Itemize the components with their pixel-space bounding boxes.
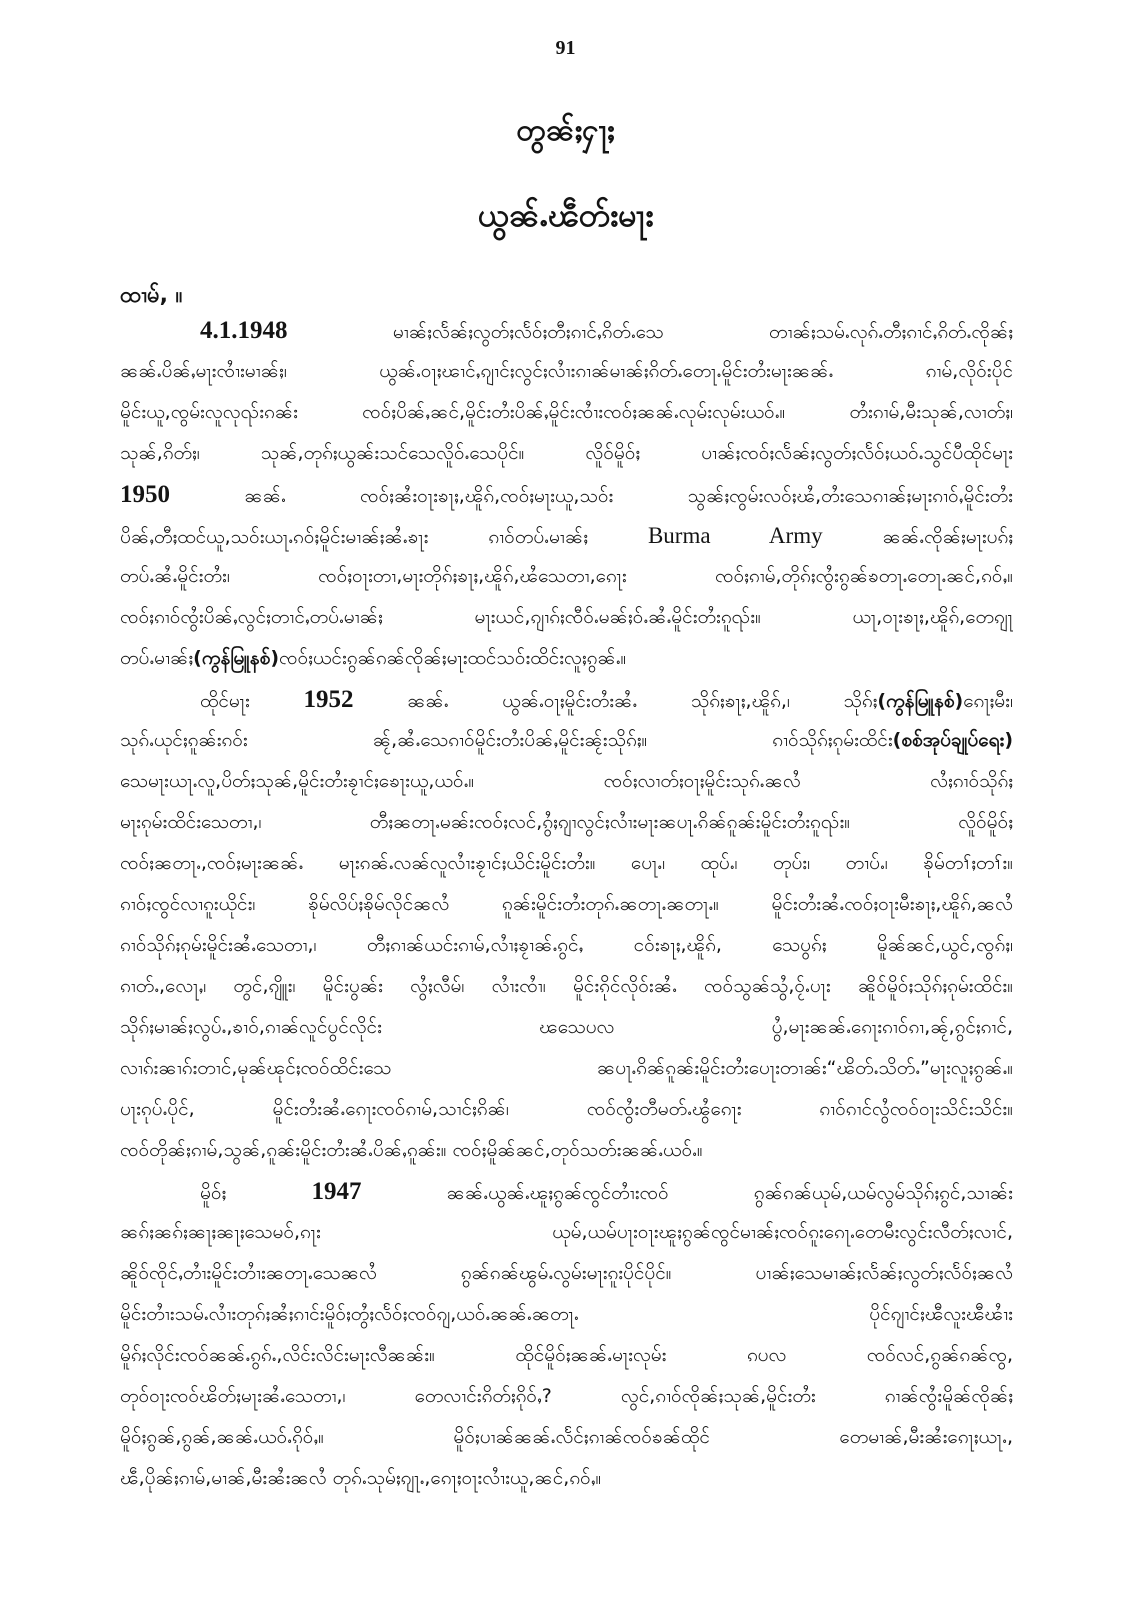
text-line	[120, 638, 1013, 679]
text-segment: ၵၢဝ်ႈၸွင်လၢၵူးယိုင်း၊ ၶိုမ်လိပ်ႈၶိုမ်လိုင်ၼလႆ ၵူၼ်းမိူင်းတႆးတုၵ်ႉၼတႃႉၼတႃႉ။ မိူင်းတႆးၼႆႉၸဝ်ႈဝႃးမီးၶႃႈ,ၽိူၵ်,ၼလႆ	[120, 893, 1013, 915]
page-number: 91	[555, 37, 576, 59]
text-line	[120, 802, 1013, 843]
text-line	[120, 1335, 1013, 1376]
text-segment: ၵေႃႈမီး၊	[963, 690, 1013, 712]
text-line	[120, 433, 1013, 474]
text-line	[120, 1458, 1013, 1499]
text-line	[120, 1089, 1013, 1130]
bold-term: (ကွန်မြူနစ်)	[877, 690, 964, 712]
text-segment: ပႃးၵုပ်ႉပိုင်, မိူင်းတႆးၼႆႉၵေႃးၸဝ်ၵၢမ်,သၢင်ႈၵိၼ်၊ ၸဝ်ၸွႆးတီမတ်ႉၽွႆၵေႃး ၵၢဝ်ၵၢင်လွႆၸဝ်ဝႃးသိင်းသိင်း။	[120, 1098, 1013, 1120]
text-segment: မႃးၵုမ်းထိင်းသေတၢ,၊ တီႈၼတႃႉမၼ်းၸဝ်ႈလင်,ၵွႆႈၵျၢလွင်ႈလၢႆးမႃးၼပႃႉၵိၼ်ၵူၼ်းမိူင်းတႆးၵူၺ်း။ လိူဝ်မိူဝ်ႈ	[120, 811, 1013, 833]
text-line	[120, 351, 1013, 392]
text-line	[120, 392, 1013, 433]
text-segment: ၸဝ်ႈယင်းၵွၼ်ၵၼ်ၸိုၼ်ႈမႃးထင်သဝ်းထိင်းလူႈၵွၼ်ႉ။	[279, 647, 627, 669]
text-line	[120, 1212, 1013, 1253]
text-line	[120, 1007, 1013, 1048]
text-line	[120, 1171, 1013, 1212]
text-line	[120, 1048, 1013, 1089]
text-segment: ၸဝ်ႈၼတႃႉ,ၸဝ်ႈမႃးၼၼ်ႉ မႃးၵၼ်ႉလၼ်လူလၢႆးၶႂၢင်ႈယိင်းမိူင်းတႆး။ ပေႃႉ၊ ထုပ်ႉ၊ တုပ်း၊ တၢပ်ႉ၊ ၶိုမ်တၢ်ႈတၢ်း။	[120, 852, 1013, 874]
text-segment: ၼၼ်ႉယွၼ်ႉၽူႈၵွၼ်ၸွင်တၢႆးၸဝ် ၵွၼ်ၵၼ်ယုမ်,ယမ်လွမ်သိုၵ်ႈၵွင်,သၢၼ်း	[361, 1182, 1013, 1204]
question-label: ထၢမ်, ။	[120, 283, 183, 308]
text-line	[120, 720, 1013, 761]
text-segment: ၼၼ်ႉ ယွၼ်ႉဝႃႈမိူင်းတႆးၼႆႉ သိုၵ်ႈၶႃႈ,ၽိူၵ်,၊ သိုၵ်ႈ	[353, 690, 878, 712]
text-line	[120, 679, 1013, 720]
text-line	[120, 310, 1013, 351]
text-segment: တုဝ်ဝႃးၸဝ်ၽိတ်ႈမႃးၼႆႉသေတၢ,၊ တေလၢင်းၵိတ်ႈၵိုဝ်ႇ? လွင်,ၵၢဝ်ၸိုၼ်ႈသုၼ်,မိူင်းတႆး ၵၢၼ်ၸွႆးမိူၼ်ၸိုၼ်ႈ	[120, 1385, 1013, 1407]
text-segment: မိူဝ်ႈၵွၼ်,ၵွၼ်,ၼၼ်ႉယဝ်ႉၵိုဝ်ႇ။ မိူဝ်ႈပၢၼ်ၼၼ်ႉလႅင်ႈၵၢၼ်ၸဝ်ၶၼ်ထိုင် တေမၢၼ်,မီးၼႆးၵေႃႈယႃႉ,	[120, 1426, 1013, 1448]
text-segment: ၵၢဝ်သိုၵ်ႈၵုမ်းမိူင်းၼႆႉသေတၢ,၊ တီႈၵၢၼ်ယင်းၵၢမ်,လၢႆႈၶႂၢၼ်ႉၵွင်ႇ ငဝ်းၶႃႈ,ၽိူၵ်, သေပွၵ်ႈ မိူၼ်ၼင်,ယွင်,ၸွၵ်ႈ၊	[120, 934, 1013, 956]
text-segment: သိုၵ်ႈမၢၼ်ႈလွပ်ႉ,ၶၢဝ်,ၵၢၼ်လူင်ပွင်လိုင်း ၽသေပလ ပွႆ,မႃးၼၼ်ႉၵေႃးၵၢဝ်ၵၢ,ၼႂ်,ၵွင်ႈၵၢင်,	[120, 1016, 1013, 1038]
text-line	[120, 925, 1013, 966]
text-segment: ထိုင်မႃး	[200, 690, 304, 712]
text-segment: ၼၵ်ႈၼၵ်ႈၼႃႈၼႃႈသေမဝ်,ၵႃး ယုမ်,ယမ်ပႃးဝႃးၽူႈၵွၼ်ၸွင်မၢၼ်ႈၸဝ်ၵူးၵေႃႉတေမီးလွင်းလီတ်ႈလၢင်,	[120, 1221, 1013, 1243]
text-line	[120, 1417, 1013, 1458]
text-segment: မၢၼ်ႈလႅၼ်ႈလွတ်ႈလႅဝ်ႈတီႈၵၢင်ႇၵိတ်ႉသေ တၢၼ်ႈသမ်ႉလုၵ်ႉတီႈၵၢင်ႇၵိတ်ႉၸိုၼ်ႈ	[287, 321, 1013, 343]
text-line	[120, 761, 1013, 802]
year-number: 1950	[120, 481, 170, 508]
text-segment: မိူင်းယူ,ၸွမ်းလူလုၺ်းၵၼ်း ၸဝ်ႈပိၼ်ႇၼင်,မိူင်းတႆးပိၼ်ႇမိူင်းၸၢႆးၸဝ်ႈၼၼ်ႉလုမ်းလုမ်းယဝ်ႉ။ တႆးၵၢမ်,မီးသုၼ်,လၢတ်ႈ၊	[120, 401, 1013, 423]
text-segment: ၼၼ်ႉ ၸဝ်ႈၼႆးဝႃးၶႃႈ,ၽိူၵ်,ၸဝ်ႈမႃးယူ,သဝ်း သွၼ်ႈၸွမ်းလဝ်ႈၽႆ,တႆးသေၵၢၼ်ႈမႃးၵၢဝ်ႇမိူင်းတႆး	[170, 485, 1013, 507]
text-segment: မိူၵ်ႈလိုင်းၸဝ်ၼၼ်ႉၵွၵ်ႉ,လိင်းလိင်းမႃးလီၼၼ်း။ ထိုင်မိူဝ်ႈၼၼ်ႉမႃးလုမ်း ၵပလ ၸဝ်လင်,ၵွၼ်ၵၼ်ၸွ,	[120, 1344, 1013, 1366]
text-segment: ၼၼ်ႉပိၼ်ႇမႃးၸၢႆးမၢၼ်ႈ၊ ယွၼ်ႉဝႃႈၽၢင်ႇၵျၢင်ႈလွင်ႈလၢႆးၵၢၼ်မၢၼ်ႈၵိတ်ႉတေႃႉမိူင်းတႆးမႃးၼၼ်ႉ ၵၢမ်,လိုဝ်းပိုင်	[120, 360, 1013, 382]
text-segment: သုၼ်,ၵိတ်ႈ၊ သုၼ်,တုၵ်ႈယွၼ်းသင်သေလိူဝ်ႉသေပိုင်။ လိူဝ်မိူဝ်ႈ ပၢၼ်ႈၸဝ်ႈလႅၼ်ႈလွတ်ႈလႅဝ်ႈယဝ်ႉသွင်ပီထိုင်မႃး	[120, 442, 1013, 464]
text-line	[120, 597, 1013, 638]
text-line	[120, 966, 1013, 1007]
text-line	[120, 1376, 1013, 1417]
text-line	[120, 556, 1013, 597]
text-segment: ၵၢတ်ႉ,လေႃႇ၊ တွင်,ၵျိူး၊ မိူင်းပွၼ်း လွႆႈလီမ်၊ လၢႆးၸၢႆ၊ မိူင်းၵိုင်လိုဝ်းၼႆႉ ၸဝ်သွၼ်သွႆ,ဝႂ်ႉပႃး ၼိူဝ်မိူဝ်ႈသိုၵ်ႈၵုမ်းထိင်း။	[120, 975, 1013, 997]
text-segment: မိူင်းတၢႆးသမ်ႉလၢႆးတုၵ်ႈၼႆႈၵၢင်းမိူဝ်ႈတွႆႈလႅဝ်ႈၸဝ်ၵျ,ယဝ်ႉၼၼ်ႉၼတႃႉ ပိုင်ၵျၢင်ႈၽီလူးၽီၽၢႆး	[120, 1303, 1013, 1325]
text-segment: လၢၵ်းၼၢၵ်းတၢင်,မုၼ်ၽုင်ႈၸဝ်ထိင်းသေ ၼပႃႉၵိၼ်ၵူၼ်းမိူင်းတႆးပေႃးတၢၼ်း“ၽိတ်ႉသိတ်ႉ”မႃးလူႈၵွၼ်ႉ။	[120, 1057, 1013, 1079]
year-number: 1947	[311, 1178, 362, 1205]
text-line	[120, 843, 1013, 884]
text-line	[120, 474, 1013, 515]
latin-term: Burma Army	[647, 523, 823, 548]
text-segment: ၼိူဝ်ၸိုင်ႇတၢႆးမိူင်းတၢႆးၼတႃႉသေၼလႆ ၵွၼ်ၵၼ်ၽွမ်ႉလွမ်းမႃးၵူးပိုင်ပိုင်။ ပၢၼ်ႈသေမၢၼ်ႈလႅၼ်ႈလွတ်ႈလႅဝ်ႈၼလႆ	[120, 1262, 1013, 1284]
text-line	[120, 884, 1013, 925]
text-segment: ၽဵ,ပိုၼ်ႈၵၢမ်,မၢၼ်,မီးၼႆးၼလႆ တုၵ်ႉသုမ်ႈၵျႃႉ,ၵေႃႈဝႃးလၢႆးယူ,ၼင်,ၵဝ်ႇ။	[120, 1467, 602, 1489]
bold-term: (စစ်အုပ်ချုပ်ရေး)	[892, 729, 1013, 751]
year-number: 4.1.1948	[200, 317, 288, 344]
body-text	[120, 310, 1013, 1499]
text-line	[120, 1130, 1013, 1171]
text-segment: ပိၼ်ႇတီႈထင်ယူ,သဝ်းယႃႉၵဝ်ႈမိူင်းမၢၼ်ႈၼႆႉၶႃး ၵၢဝ်တပ်ႉမၢၼ်ႈ	[120, 526, 648, 548]
text-segment: ၸဝ်ႈၵၢဝ်ၸွႆးပိၼ်ႇလွင်ႈတၢင်ႇတပ်ႉမၢၼ်ႈ မႃးယင်,ၵျၢၵ်ႈၸီဝ်ႉမၼ်ႈဝ်ႉၼႆႉမိူင်းတႆးၵူၺ်း။ ယႃ,ဝႃးၶႃႈ,ၽိူၵ်,တေၵျႃ	[120, 606, 1013, 628]
text-line	[120, 1294, 1013, 1335]
year-number: 1952	[303, 686, 354, 713]
text-segment: သုၵ်ႉယုင်ႈၵူၼ်းၵဝ်း ၼႂ်,ၼႆႉသေၵၢဝ်မိူင်းတႆးပိၼ်ႇမိူင်းၼႂ်းသိုၵ်ႈ။ ၵၢဝ်သိုၵ်ႈၵုမ်းထိင်း	[120, 729, 893, 751]
text-segment: သေမႃးယႃႉလူ,ပိတ်ႈသုၼ်,မိူင်းတႆးၶႂၢင်ႈၶေႃးယူ,ယဝ်ႉ။ ၸဝ်ႈလၢတ်ႈဝႃႈမိူင်းသုၵ်ႉၼလႆ လႆႈၵၢဝ်သိုၵ်ႈ	[120, 770, 1013, 792]
text-segment: ၼၼ်ႉၸိုၼ်ႈမႃးပၵ်ႈ	[822, 526, 1013, 548]
bold-term: (ကွန်မြူနစ်)	[193, 647, 280, 669]
chapter-title: ယွၼ်ႉၽဵတ်းမႃး	[477, 196, 654, 234]
section-heading: တွၼ်ႈႁႃႈ	[516, 113, 615, 148]
text-line	[120, 515, 1013, 556]
text-segment: တပ်ႉမၢၼ်ႈ	[120, 647, 194, 669]
text-segment: တပ်ႉၼႆႉမိူင်းတႆး၊ ၸဝ်ႈဝႃးတၢ,မႃးတိုၵ်ႈၶႃႈ,ၽိူၵ်,ၽႆသေတၢ,ၵေႃး ၸဝ်ႈၵၢမ်,တိုၵ်ႈၸွႆးၵွၼ်ၶတႃႉတေႃႉၼင်,ၵဝ်ႇ။	[120, 565, 1013, 587]
text-segment: မိူဝ်ႈ	[200, 1182, 312, 1204]
text-line	[120, 1253, 1013, 1294]
text-segment: ၸဝ်တိုၼ်ႈၵၢမ်,သွၼ်,ၵူၼ်းမိူင်းတႆးၼႆႉပိၼ်ႇၵူၼ်း။ ၸဝ်ႈမိူၼ်ၼင်,တုဝ်သတ်းၼၼ်ႉယဝ်ႉ။	[120, 1139, 703, 1161]
